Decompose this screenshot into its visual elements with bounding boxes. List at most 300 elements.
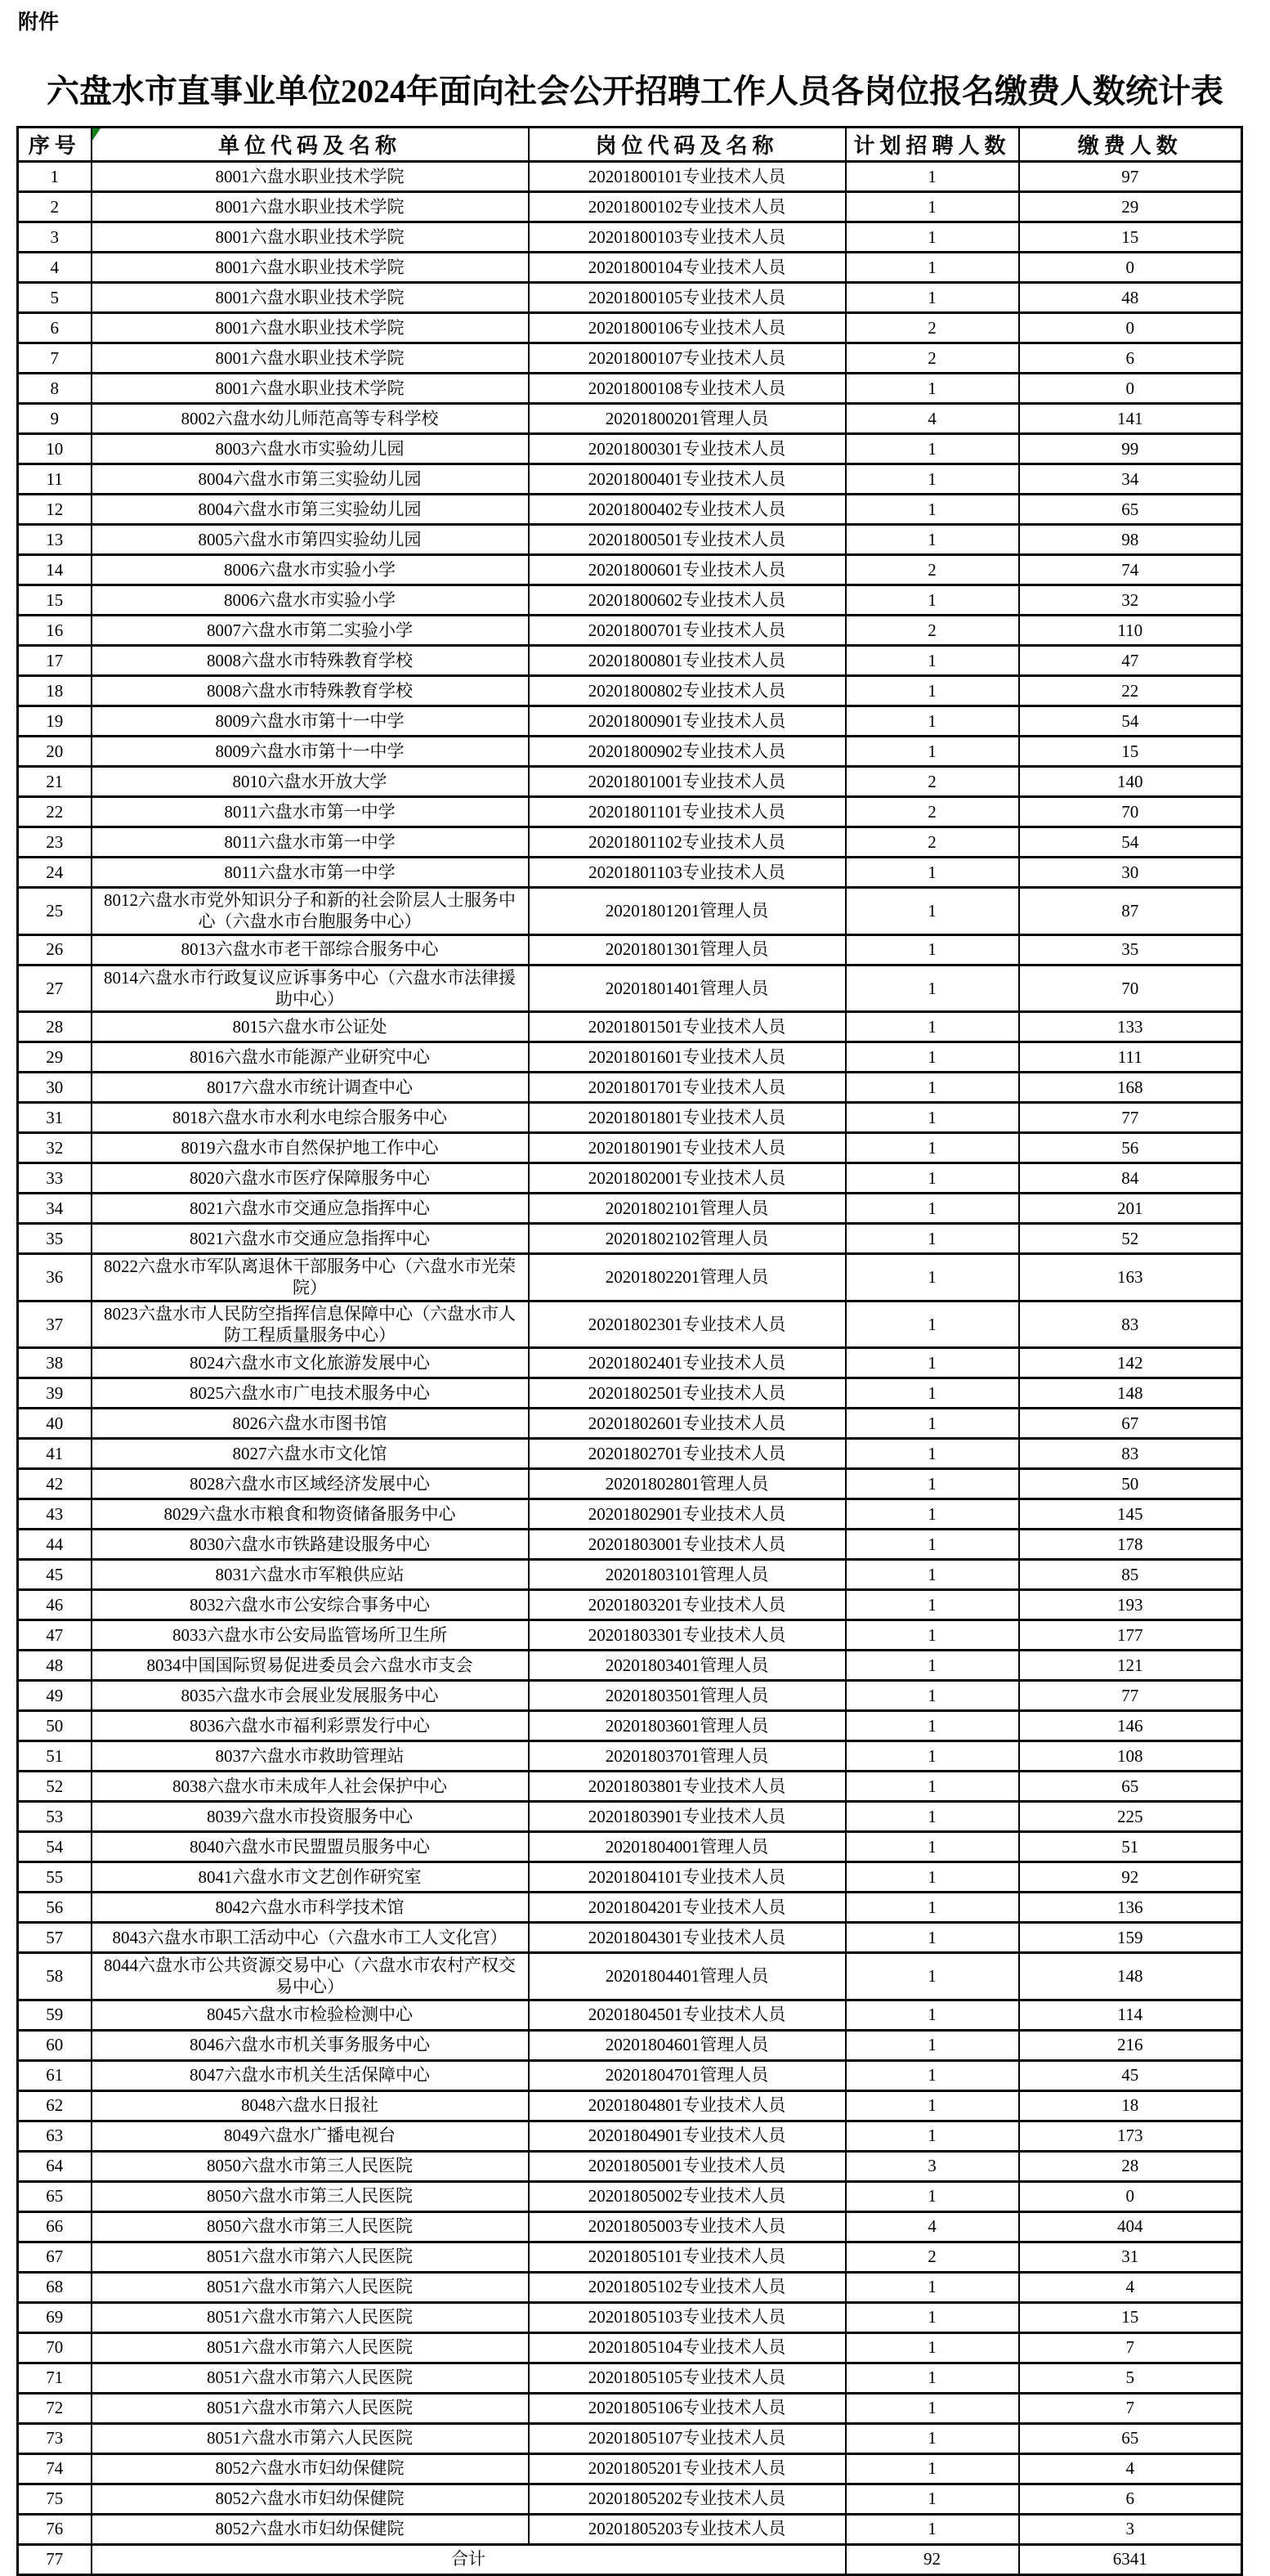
cell-paid: 0: [1019, 253, 1242, 283]
cell-unit: 8001六盘水职业技术学院: [92, 374, 529, 404]
cell-unit: 8021六盘水市交通应急指挥中心: [92, 1194, 529, 1224]
cell-no: 9: [18, 404, 92, 434]
table-row: [18, 1681, 1242, 1711]
cell-paid: 28: [1019, 2151, 1242, 2181]
table-row: [18, 2060, 1242, 2090]
cell-no: 51: [18, 1741, 92, 1772]
cell-paid: 3: [1019, 2514, 1242, 2544]
cell-post: 20201800107专业技术人员: [529, 343, 846, 374]
cell-unit: 8052六盘水市妇幼保健院: [92, 2453, 529, 2484]
cell-plan: 1: [846, 2393, 1019, 2423]
cell-plan: 1: [846, 283, 1019, 313]
cell-post: 20201803001专业技术人员: [529, 1530, 846, 1560]
page-title: 六盘水市直事业单位2024年面向社会公开招聘工作人员各岗位报名缴费人数统计表: [47, 73, 1223, 110]
table-row: [18, 2000, 1242, 2030]
table-row: [18, 2242, 1242, 2272]
cell-no: 10: [18, 434, 92, 464]
cell-no: 20: [18, 737, 92, 767]
cell-paid: 30: [1019, 858, 1242, 888]
cell-post: 20201802501专业技术人员: [529, 1378, 846, 1409]
cell-paid: 121: [1019, 1651, 1242, 1681]
cell-paid: 114: [1019, 2000, 1242, 2030]
cell-paid: 74: [1019, 555, 1242, 585]
cell-unit: 8004六盘水市第三实验幼儿园: [92, 495, 529, 525]
cell-no: 76: [18, 2514, 92, 2544]
cell-paid: 52: [1019, 1224, 1242, 1254]
cell-plan: 2: [846, 827, 1019, 858]
cell-no: 47: [18, 1620, 92, 1651]
cell-paid: 168: [1019, 1073, 1242, 1103]
cell-no: 63: [18, 2121, 92, 2151]
table-row: [18, 1560, 1242, 1590]
cell-post: 20201800201管理人员: [529, 404, 846, 434]
cell-unit: 8045六盘水市检验检测中心: [92, 2000, 529, 2030]
cell-unit: 8042六盘水市科学技术馆: [92, 1893, 529, 1923]
cell-post: 20201800108专业技术人员: [529, 374, 846, 404]
cell-unit: 8047六盘水市机关生活保障中心: [92, 2060, 529, 2090]
table-row: [18, 525, 1242, 555]
cell-no: 32: [18, 1133, 92, 1163]
cell-plan: 1: [846, 1923, 1019, 1953]
cell-unit: 8050六盘水市第三人民医院: [92, 2151, 529, 2181]
cell-unit: 8051六盘水市第六人民医院: [92, 2272, 529, 2302]
cell-unit: 8020六盘水市医疗保障服务中心: [92, 1163, 529, 1194]
cell-unit: 8005六盘水市第四实验幼儿园: [92, 525, 529, 555]
table-row: [18, 585, 1242, 616]
cell-paid: 77: [1019, 1103, 1242, 1133]
cell-no: 31: [18, 1103, 92, 1133]
cell-unit: 8051六盘水市第六人民医院: [92, 2242, 529, 2272]
cell-unit: 8025六盘水市广电技术服务中心: [92, 1378, 529, 1409]
cell-post: 20201800301专业技术人员: [529, 434, 846, 464]
cell-unit: 8013六盘水市老干部综合服务中心: [92, 934, 529, 965]
cell-unit: 8002六盘水幼儿师范高等专科学校: [92, 404, 529, 434]
cell-unit: 8046六盘水市机关事务服务中心: [92, 2030, 529, 2060]
cell-plan: 1: [846, 706, 1019, 737]
cell-unit: 8023六盘水市人民防空指挥信息保障中心（六盘水市人防工程质量服务中心）: [92, 1301, 529, 1348]
cell-post: 20201800401专业技术人员: [529, 464, 846, 495]
cell-no: 40: [18, 1409, 92, 1439]
cell-no: 65: [18, 2181, 92, 2211]
cell-no: 22: [18, 797, 92, 827]
cell-unit: 8044六盘水市公共资源交易中心（六盘水市农村产权交易中心）: [92, 1953, 529, 2000]
cell-plan: 1: [846, 1681, 1019, 1711]
cell-no: 61: [18, 2060, 92, 2090]
cell-unit: 8009六盘水市第十一中学: [92, 737, 529, 767]
cell-plan: 1: [846, 1301, 1019, 1348]
table-row: [18, 1530, 1242, 1560]
cell-plan: 1: [846, 2363, 1019, 2393]
cell-unit: 8010六盘水开放大学: [92, 767, 529, 797]
table-row: [18, 1772, 1242, 1802]
cell-no: 36: [18, 1254, 92, 1301]
cell-no: 57: [18, 1923, 92, 1953]
cell-unit: 8001六盘水职业技术学院: [92, 283, 529, 313]
cell-no: 54: [18, 1832, 92, 1862]
cell-post: 20201803801专业技术人员: [529, 1772, 846, 1802]
cell-no: 17: [18, 646, 92, 676]
cell-post: 20201805203专业技术人员: [529, 2514, 846, 2544]
cell-post: 20201805107专业技术人员: [529, 2423, 846, 2453]
cell-plan: 1: [846, 1073, 1019, 1103]
cell-no: 48: [18, 1651, 92, 1681]
cell-post: 20201802301专业技术人员: [529, 1301, 846, 1348]
cell-post: 20201805105专业技术人员: [529, 2363, 846, 2393]
cell-paid: 177: [1019, 1620, 1242, 1651]
table-row: [18, 1469, 1242, 1499]
cell-unit: 8033六盘水市公安局监管场所卫生所: [92, 1620, 529, 1651]
cell-paid: 32: [1019, 585, 1242, 616]
cell-unit: 8022六盘水市军队离退休干部服务中心（六盘水市光荣院）: [92, 1254, 529, 1301]
table-row: [18, 2363, 1242, 2393]
cell-post: 20201804301专业技术人员: [529, 1923, 846, 1953]
table-row: [18, 706, 1242, 737]
table-row: [18, 222, 1242, 253]
cell-post: 20201804501专业技术人员: [529, 2000, 846, 2030]
cell-no: 11: [18, 464, 92, 495]
cell-plan: 1: [846, 934, 1019, 965]
cell-no: 67: [18, 2242, 92, 2272]
cell-unit: 8009六盘水市第十一中学: [92, 706, 529, 737]
cell-plan: 1: [846, 1348, 1019, 1378]
cell-post: 20201802601专业技术人员: [529, 1409, 846, 1439]
cell-unit: 8008六盘水市特殊教育学校: [92, 676, 529, 706]
column-header-unit-label: 单位代码及名称: [217, 134, 401, 158]
cell-paid: 7: [1019, 2393, 1242, 2423]
table-row: [18, 1103, 1242, 1133]
cell-unit: 8051六盘水市第六人民医院: [92, 2332, 529, 2363]
cell-plan: 1: [846, 1711, 1019, 1741]
column-header-plan: 计划招聘人数: [846, 128, 1019, 162]
cell-plan: 2: [846, 555, 1019, 585]
cell-paid: 4: [1019, 2272, 1242, 2302]
cell-paid: 6: [1019, 2484, 1242, 2514]
cell-no: 64: [18, 2151, 92, 2181]
cell-unit: 8050六盘水市第三人民医院: [92, 2181, 529, 2211]
cell-unit: 8001六盘水职业技术学院: [92, 222, 529, 253]
column-header-unit: [92, 128, 529, 162]
table-row: [18, 2030, 1242, 2060]
cell-plan: 1: [846, 737, 1019, 767]
table-row: [18, 1893, 1242, 1923]
cell-no: 60: [18, 2030, 92, 2060]
cell-plan: 2: [846, 343, 1019, 374]
cell-unit: 8001六盘水职业技术学院: [92, 162, 529, 192]
cell-plan: 1: [846, 1163, 1019, 1194]
cell-paid: 110: [1019, 616, 1242, 646]
cell-plan: 2: [846, 2242, 1019, 2272]
cell-paid: 70: [1019, 797, 1242, 827]
cell-unit: 8052六盘水市妇幼保健院: [92, 2514, 529, 2544]
cell-post: 20201802801管理人员: [529, 1469, 846, 1499]
column-header-paid: 缴费人数: [1019, 128, 1242, 162]
cell-post: 20201805001专业技术人员: [529, 2151, 846, 2181]
cell-plan: 1: [846, 2030, 1019, 2060]
cell-paid: 70: [1019, 965, 1242, 1012]
cell-plan: 1: [846, 585, 1019, 616]
cell-unit: 8019六盘水市自然保护地工作中心: [92, 1133, 529, 1163]
statistics-table: [16, 126, 1243, 2576]
cell-plan: 1: [846, 1378, 1019, 1409]
cell-paid: 92: [1019, 1862, 1242, 1893]
cell-unit: 8018六盘水市水利水电综合服务中心: [92, 1103, 529, 1133]
table-row: [18, 2272, 1242, 2302]
cell-paid: 54: [1019, 706, 1242, 737]
table-row: [18, 616, 1242, 646]
table-row: [18, 1012, 1242, 1042]
table-row: [18, 934, 1242, 965]
cell-paid: 84: [1019, 1163, 1242, 1194]
cell-post: 20201801103专业技术人员: [529, 858, 846, 888]
cell-unit: 8017六盘水市统计调查中心: [92, 1073, 529, 1103]
cell-paid: 145: [1019, 1499, 1242, 1530]
table-row: [18, 2453, 1242, 2484]
cell-post: 20201802201管理人员: [529, 1254, 846, 1301]
cell-no: 1: [18, 162, 92, 192]
cell-post: 20201800105专业技术人员: [529, 283, 846, 313]
table-row: [18, 676, 1242, 706]
cell-plan: 1: [846, 1620, 1019, 1651]
cell-plan: 2: [846, 767, 1019, 797]
cell-post: 20201800701专业技术人员: [529, 616, 846, 646]
cell-post: 20201804801专业技术人员: [529, 2090, 846, 2121]
cell-plan: 1: [846, 1530, 1019, 1560]
cell-paid: 193: [1019, 1590, 1242, 1620]
cell-post: 20201800901专业技术人员: [529, 706, 846, 737]
table-row: [18, 888, 1242, 935]
table-row: [18, 253, 1242, 283]
cell-paid: 65: [1019, 1772, 1242, 1802]
cell-plan: 3: [846, 2151, 1019, 2181]
cell-unit: 8001六盘水职业技术学院: [92, 313, 529, 343]
cell-paid: 146: [1019, 1711, 1242, 1741]
table-row: [18, 1802, 1242, 1832]
cell-unit: 8011六盘水市第一中学: [92, 827, 529, 858]
cell-note-triangle-icon: [92, 128, 101, 141]
cell-unit: 8043六盘水市职工活动中心（六盘水市工人文化宫）: [92, 1923, 529, 1953]
cell-post: 20201803501管理人员: [529, 1681, 846, 1711]
cell-post: 20201800802专业技术人员: [529, 676, 846, 706]
cell-no: 29: [18, 1042, 92, 1073]
cell-post: 20201802001专业技术人员: [529, 1163, 846, 1194]
cell-post: 20201800801专业技术人员: [529, 646, 846, 676]
cell-unit: 8048六盘水日报社: [92, 2090, 529, 2121]
cell-no: 19: [18, 706, 92, 737]
cell-plan: 1: [846, 2453, 1019, 2484]
cell-plan: 1: [846, 222, 1019, 253]
cell-unit: 8036六盘水市福利彩票发行中心: [92, 1711, 529, 1741]
cell-unit: 8016六盘水市能源产业研究中心: [92, 1042, 529, 1073]
cell-unit: 8007六盘水市第二实验小学: [92, 616, 529, 646]
cell-plan: 1: [846, 2332, 1019, 2363]
cell-post: 20201800103专业技术人员: [529, 222, 846, 253]
cell-plan: 1: [846, 1194, 1019, 1224]
cell-no: 26: [18, 934, 92, 965]
cell-post: 20201803701管理人员: [529, 1741, 846, 1772]
cell-plan: 1: [846, 1439, 1019, 1469]
cell-post: 20201805103专业技术人员: [529, 2302, 846, 2332]
cell-no: 52: [18, 1772, 92, 1802]
cell-paid: 148: [1019, 1378, 1242, 1409]
cell-post: 20201803101管理人员: [529, 1560, 846, 1590]
cell-plan: 1: [846, 374, 1019, 404]
cell-paid: 163: [1019, 1254, 1242, 1301]
cell-post: 20201800501专业技术人员: [529, 525, 846, 555]
cell-no: 4: [18, 253, 92, 283]
cell-plan: 2: [846, 313, 1019, 343]
cell-post: 20201801401管理人员: [529, 965, 846, 1012]
table-row: [18, 2121, 1242, 2151]
cell-post: 20201804401管理人员: [529, 1953, 846, 2000]
cell-unit: 8012六盘水市党外知识分子和新的社会阶层人士服务中心（六盘水市台胞服务中心）: [92, 888, 529, 935]
cell-no: 46: [18, 1590, 92, 1620]
cell-post: 20201801901专业技术人员: [529, 1133, 846, 1163]
table-row: [18, 1862, 1242, 1893]
table-row: [18, 1741, 1242, 1772]
cell-unit: 8038六盘水市未成年人社会保护中心: [92, 1772, 529, 1802]
cell-paid: 404: [1019, 2211, 1242, 2242]
cell-post: 20201800601专业技术人员: [529, 555, 846, 585]
cell-no: 68: [18, 2272, 92, 2302]
cell-unit: 8051六盘水市第六人民医院: [92, 2363, 529, 2393]
cell-no: 14: [18, 555, 92, 585]
cell-plan: 1: [846, 1103, 1019, 1133]
table-row: [18, 2181, 1242, 2211]
cell-no: 50: [18, 1711, 92, 1741]
column-header-post: 岗位代码及名称: [529, 128, 846, 162]
cell-post: 20201800402专业技术人员: [529, 495, 846, 525]
table-row: [18, 2302, 1242, 2332]
cell-post: 20201801801专业技术人员: [529, 1103, 846, 1133]
cell-plan: 1: [846, 676, 1019, 706]
cell-paid: 225: [1019, 1802, 1242, 1832]
cell-paid: 140: [1019, 767, 1242, 797]
cell-plan: 1: [846, 2302, 1019, 2332]
cell-plan: 1: [846, 2181, 1019, 2211]
cell-no: 73: [18, 2423, 92, 2453]
cell-plan: 1: [846, 525, 1019, 555]
cell-no: 27: [18, 965, 92, 1012]
cell-paid: 5: [1019, 2363, 1242, 2393]
cell-paid: 18: [1019, 2090, 1242, 2121]
cell-unit: 8006六盘水市实验小学: [92, 555, 529, 585]
table-row: [18, 1832, 1242, 1862]
cell-unit: 8014六盘水市行政复议应诉事务中心（六盘水市法律援助中心）: [92, 965, 529, 1012]
cell-paid: 159: [1019, 1923, 1242, 1953]
cell-paid: 34: [1019, 464, 1242, 495]
cell-unit: 8041六盘水市文艺创作研究室: [92, 1862, 529, 1893]
cell-paid: 201: [1019, 1194, 1242, 1224]
cell-plan: 1: [846, 646, 1019, 676]
cell-paid: 178: [1019, 1530, 1242, 1560]
cell-post: 20201805201专业技术人员: [529, 2453, 846, 2484]
table-row: [18, 1348, 1242, 1378]
cell-post: 20201801501专业技术人员: [529, 1012, 846, 1042]
cell-post: 20201800602专业技术人员: [529, 585, 846, 616]
table-row: [18, 2332, 1242, 2363]
cell-plan: 4: [846, 404, 1019, 434]
cell-paid: 83: [1019, 1301, 1242, 1348]
cell-paid-total: 6341: [1019, 2544, 1242, 2574]
cell-unit: 8028六盘水市区域经济发展中心: [92, 1469, 529, 1499]
cell-plan: 1: [846, 434, 1019, 464]
cell-post: 20201802401专业技术人员: [529, 1348, 846, 1378]
cell-paid: 173: [1019, 2121, 1242, 2151]
cell-paid: 51: [1019, 1832, 1242, 1862]
cell-paid: 85: [1019, 1560, 1242, 1590]
cell-paid: 65: [1019, 495, 1242, 525]
table-row: [18, 162, 1242, 192]
cell-paid: 87: [1019, 888, 1242, 935]
table-row: [18, 737, 1242, 767]
cell-unit: 8001六盘水职业技术学院: [92, 253, 529, 283]
cell-post: 20201803901专业技术人员: [529, 1802, 846, 1832]
table-row: [18, 1378, 1242, 1409]
cell-no: 72: [18, 2393, 92, 2423]
table-row: [18, 313, 1242, 343]
table-row: [18, 827, 1242, 858]
cell-unit: 8040六盘水市民盟盟员服务中心: [92, 1832, 529, 1862]
cell-no: 2: [18, 192, 92, 222]
cell-post: 20201802101管理人员: [529, 1194, 846, 1224]
cell-unit: 8027六盘水市文化馆: [92, 1439, 529, 1469]
table-row: [18, 2090, 1242, 2121]
cell-unit: 8021六盘水市交通应急指挥中心: [92, 1224, 529, 1254]
attachment-label: 附件: [18, 11, 60, 34]
cell-unit: 8031六盘水市军粮供应站: [92, 1560, 529, 1590]
cell-no: 44: [18, 1530, 92, 1560]
cell-no: 3: [18, 222, 92, 253]
cell-plan: 1: [846, 1651, 1019, 1681]
cell-plan: 1: [846, 1590, 1019, 1620]
cell-no: 53: [18, 1802, 92, 1832]
table-row: [18, 2423, 1242, 2453]
cell-paid: 133: [1019, 1012, 1242, 1042]
cell-paid: 15: [1019, 2302, 1242, 2332]
cell-post: 20201805106专业技术人员: [529, 2393, 846, 2423]
cell-no: 71: [18, 2363, 92, 2393]
table-row: [18, 495, 1242, 525]
cell-paid: 216: [1019, 2030, 1242, 2060]
cell-paid: 0: [1019, 2181, 1242, 2211]
cell-post: 20201801102专业技术人员: [529, 827, 846, 858]
cell-no: 16: [18, 616, 92, 646]
cell-unit: 8015六盘水市公证处: [92, 1012, 529, 1042]
cell-paid: 47: [1019, 646, 1242, 676]
cell-unit: 8051六盘水市第六人民医院: [92, 2423, 529, 2453]
cell-plan: 1: [846, 1953, 1019, 2000]
cell-no: 55: [18, 1862, 92, 1893]
cell-plan: 1: [846, 1042, 1019, 1073]
cell-no: 56: [18, 1893, 92, 1923]
cell-plan: 1: [846, 2484, 1019, 2514]
cell-no: 23: [18, 827, 92, 858]
cell-paid: 15: [1019, 737, 1242, 767]
cell-paid: 0: [1019, 374, 1242, 404]
table-row: [18, 1194, 1242, 1224]
cell-post: 20201801301管理人员: [529, 934, 846, 965]
table-row: [18, 2393, 1242, 2423]
cell-post: 20201803201专业技术人员: [529, 1590, 846, 1620]
table-row: [18, 343, 1242, 374]
table-row: [18, 646, 1242, 676]
cell-no: 58: [18, 1953, 92, 2000]
cell-unit: 8026六盘水市图书馆: [92, 1409, 529, 1439]
cell-paid: 136: [1019, 1893, 1242, 1923]
cell-plan: 1: [846, 2000, 1019, 2030]
cell-no: 6: [18, 313, 92, 343]
table-row: [18, 1254, 1242, 1301]
